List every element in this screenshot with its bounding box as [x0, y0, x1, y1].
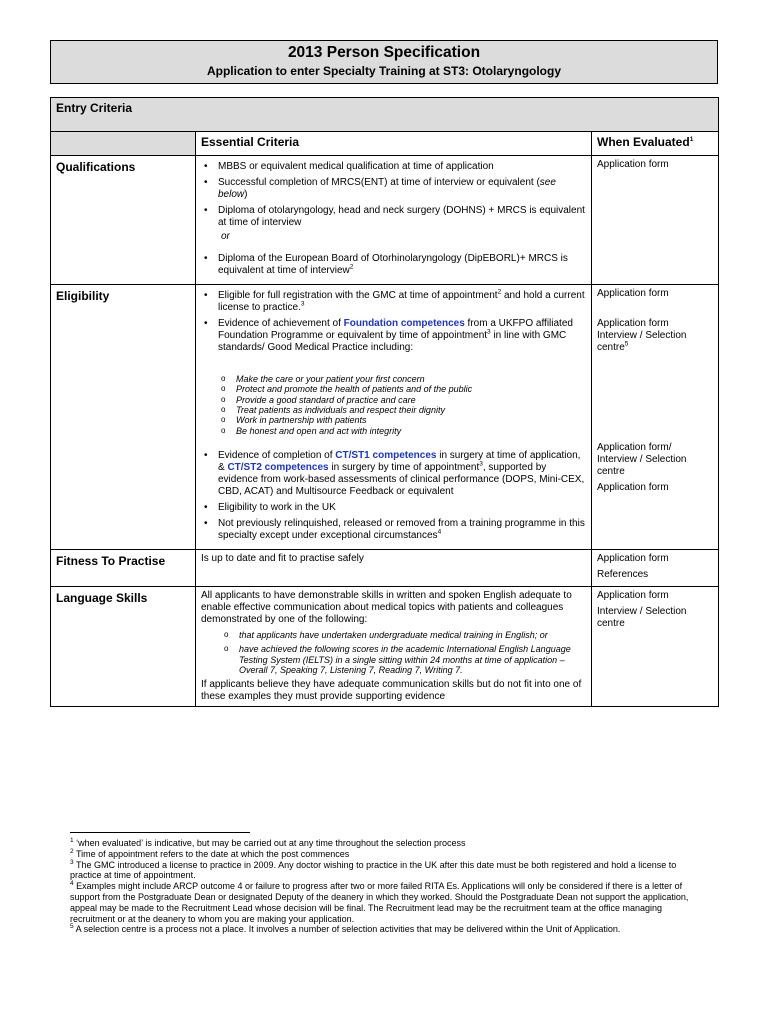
eligibility-row: [51, 285, 719, 550]
list-item: [218, 290, 586, 314]
eligibility-evaluation: [592, 285, 719, 550]
evaluation-text: Application form: [597, 318, 669, 329]
footnote-text: A selection centre is a process not a place. It involves a number of selection activities that may be delivered within the Unit of Application.: [73, 924, 621, 935]
list-item: [218, 177, 586, 201]
entry-criteria-heading: Entry Criteria: [51, 98, 719, 132]
evaluation-text: Interview / Selection centre: [597, 330, 687, 353]
language-options: [201, 630, 586, 675]
footnote-number: 3: [70, 858, 74, 866]
footnote-ref: 4: [437, 528, 442, 536]
criterion-italic: see below: [218, 177, 556, 200]
evaluation-method: Application form: [597, 482, 669, 493]
footnote: [70, 838, 700, 849]
fitness-criteria: Is up to date and fit to practise safely: [196, 550, 592, 587]
sub-item: o Make the care or your patient your first concern: [236, 374, 586, 384]
criterion-text: Diploma of otolaryngology, head and neck surgery (DOHNS) + MRCS is equivalent at time of interview: [218, 205, 585, 228]
entry-criteria-row: [51, 98, 719, 132]
list-item: [218, 253, 586, 277]
foundation-competences-link[interactable]: Foundation competences: [343, 318, 465, 329]
language-evaluation: [592, 587, 719, 707]
when-evaluated-label: When Evaluated: [597, 135, 690, 149]
essential-criteria-header: [196, 132, 592, 156]
eligibility-label: Eligibility: [51, 285, 196, 550]
language-row: [51, 587, 719, 707]
sub-item: o Provide a good standard of practice and care: [236, 395, 586, 405]
criterion-text: Evidence of achievement of: [218, 318, 344, 329]
footnote-number: 4: [70, 880, 74, 888]
sub-item: o Work in partnership with patients: [236, 415, 586, 425]
eligibility-criteria: [196, 285, 592, 550]
qualifications-evaluation: [592, 156, 719, 285]
list-item: [218, 161, 586, 173]
footnote-number: 2: [70, 847, 74, 855]
list-item: [218, 502, 586, 514]
qualifications-row: [51, 156, 719, 285]
criterion-text: Successful completion of MRCS(ENT) at time of interview or equivalent (: [218, 177, 540, 188]
footnote: [70, 849, 700, 860]
ct-st2-competences-link[interactable]: CT/ST2 competences: [227, 462, 329, 474]
footnote: [70, 860, 700, 882]
footnote-ref: 2: [349, 263, 354, 271]
evaluation-method: Interview / Selection centre: [597, 606, 687, 630]
footnote-ref: 1: [689, 136, 694, 143]
list-item: [218, 450, 586, 498]
criterion-text: Diploma of the European Board of Otorhinolaryngology (DipEBORL)+ MRCS is equivalent at time of interview: [218, 253, 568, 276]
criterion-text: ): [244, 189, 248, 200]
criterion-text: Evidence of completion of: [218, 450, 336, 462]
fitness-evaluation: [592, 550, 719, 587]
criterion-text: Eligible for full registration with the GMC at time of appointment: [218, 290, 498, 301]
sub-item: o Treat patients as individuals and respect their dignity: [236, 405, 586, 415]
footnotes: [70, 838, 700, 935]
criterion-text: and hold a current license to practice.: [218, 290, 585, 313]
footnote-number: 5: [70, 923, 74, 931]
footnote-text: ‘when evaluated’ is indicative, but may be carried out at any time throughout the selection process: [73, 838, 466, 848]
criterion-text: in surgery at time of application, &: [218, 450, 581, 474]
language-intro: All applicants to have demonstrable skills in written and spoken English adequate to enable effective communication about medical topics with patients and colleagues demonstrated by one of the following:: [201, 590, 572, 626]
evaluation-method: Application form: [597, 553, 669, 565]
criterion-text: , supported by evidence from work-based assessments of clinical performance (DOPS, Mini-CEX, CBD, ACAT) and Multisource Feedback or equivalent: [218, 462, 585, 498]
footnote-text: Time of appointment refers to the date at which the post commences: [73, 848, 350, 859]
evaluation-method: Application form/ Interview / Selection centre: [597, 442, 687, 477]
fitness-label: Fitness To Practise: [51, 550, 196, 587]
list-item: [218, 205, 586, 229]
document-title: 2013 Person Specification: [287, 44, 481, 61]
essential-criteria-label: Essential Criteria: [201, 135, 300, 149]
evaluation-method: Application form: [597, 590, 669, 602]
qualifications-criteria: [196, 156, 592, 285]
criterion-text: in line with GMC standards/ Good Medical Practice including:: [218, 330, 567, 353]
qualifications-label: Qualifications: [51, 156, 196, 285]
gmc-standards-list: [201, 374, 586, 436]
evaluation-method: Application form: [597, 288, 669, 299]
criterion-text: Not previously relinquished, released or removed from a training programme in this specialty except under exceptional circumstances: [218, 518, 585, 542]
footnote-ref: 3: [487, 328, 491, 336]
language-outro: If applicants believe they have adequate communication skills but do not fit into one of these examples they must provide supporting evidence: [201, 679, 582, 703]
footnote-ref: 2: [497, 288, 502, 296]
footnote-ref: 3: [300, 300, 305, 308]
or-separator: or: [221, 231, 230, 242]
list-item: [218, 518, 586, 542]
footnote-number: 1: [70, 837, 74, 844]
evaluation-method: Application form: [597, 159, 669, 170]
document-subtitle: Application to enter Specialty Training at ST3: Otolaryngology: [206, 64, 562, 78]
when-evaluated-header: [592, 132, 719, 156]
criterion-text: MBBS or equivalent medical qualification at time of application: [218, 161, 494, 172]
person-specification-table: [50, 97, 719, 707]
footnote: [70, 881, 700, 924]
language-criteria: [196, 587, 592, 707]
criterion-text: from a UKFPO affiliated Foundation Programme or equivalent by time of appointment: [218, 318, 573, 341]
ct-st1-competences-link[interactable]: CT/ST1 competences: [335, 450, 437, 462]
sub-item: o that applicants have undertaken undergraduate medical training in English; or: [239, 630, 586, 640]
footnote-ref: 3: [479, 460, 483, 468]
footnote-ref: 5: [624, 340, 629, 348]
sub-item: o Protect and promote the health of patients and of the public: [236, 384, 586, 394]
language-label: Language Skills: [51, 587, 196, 707]
list-item: [218, 318, 586, 354]
footnote-text: The GMC introduced a license to practice in 2009. Any doctor wishing to practice in the UK after this date must be both registered and hold a license to practice at time of appointment.: [70, 859, 677, 881]
criterion-text: in surgery by time of appointment: [328, 462, 480, 474]
criterion-text: Eligibility to work in the UK: [218, 502, 336, 514]
footnote: [70, 924, 700, 935]
document-header: [50, 40, 718, 84]
sub-item: o Be honest and open and act with integrity: [236, 426, 586, 436]
footnote-separator: [70, 832, 250, 833]
evaluation-method: References: [597, 569, 649, 581]
empty-header-cell: [51, 132, 196, 156]
sub-item: o have achieved the following scores in the academic International English Language Testing System (IELTS) in a single sitting within 24 months at time of application – Overall 7, Speaking 7, Listening 7, Reading 7, Writing 7.: [239, 644, 586, 675]
evaluation-method: [597, 318, 713, 354]
fitness-row: [51, 550, 719, 587]
column-header-row: [51, 132, 719, 156]
footnote-text: Examples might include ARCP outcome 4 or failure to progress after two or more failed RITA Es. Applications will only be considered if there is a letter of support from the Postgraduate Dean or designated Deputy of the deanery in which they worked. Should the Postgraduate Dean not support the application, appeal may be made to the Recruitment Lead whose decision will be final. The Recruitment lead may be the recruitment team at the office managing recruitment or at the deanery to whom you are making your application.: [70, 881, 689, 924]
